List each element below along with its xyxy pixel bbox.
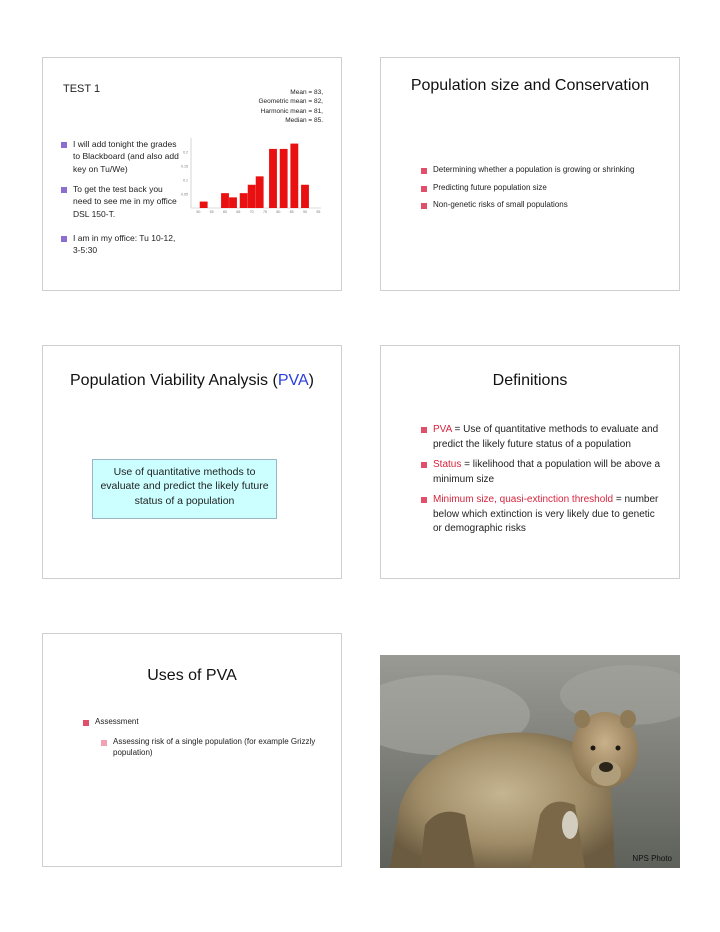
bullet-icon	[421, 427, 427, 433]
list-item	[101, 736, 323, 759]
definition-text: = Use of quantitative methods to evaluate and predict the likely future status of a population	[433, 424, 659, 450]
histogram-bar	[200, 202, 208, 208]
list-item	[83, 716, 323, 728]
slide-title: TEST 1	[63, 83, 101, 95]
list-item	[61, 232, 179, 257]
term-pva: PVA	[433, 424, 452, 435]
histogram-bar	[221, 193, 229, 208]
histogram-bar	[290, 144, 298, 208]
title-text: Population Viability Analysis (	[70, 372, 278, 389]
bullet-icon	[61, 236, 67, 242]
definition-text: = number below which extinction is very likely due to genetic or demographic risks	[433, 494, 659, 534]
title-close: )	[308, 372, 314, 389]
list-item	[421, 199, 671, 211]
list-item	[61, 138, 179, 175]
list-item	[421, 182, 671, 194]
histogram-bar	[301, 185, 309, 208]
definition-text: = likelihood that a population will be above a minimum size	[433, 459, 661, 485]
bullet-icon	[61, 142, 67, 148]
x-tick-label: 70	[249, 210, 254, 214]
x-tick-label: 80	[276, 210, 281, 214]
y-tick-label: 0.05	[181, 192, 188, 197]
term-status: Status	[433, 459, 462, 470]
x-tick-label: 55	[209, 210, 214, 214]
slide-uses-of-pva	[42, 633, 342, 867]
bullet-icon	[421, 462, 427, 468]
slide-test-1	[42, 57, 342, 291]
bullet-text: To get the test back you need to see me in my office DSL 150-T.	[73, 183, 177, 219]
test-bullets	[61, 138, 179, 257]
bullet-text: Determining whether a population is growing or shrinking	[433, 165, 635, 174]
y-tick-label: 0.2	[183, 150, 188, 155]
grade-histogram	[175, 134, 327, 220]
x-tick-label: 75	[263, 210, 267, 214]
bullet-icon	[61, 187, 67, 193]
slide-title	[43, 372, 341, 390]
x-tick-label: 65	[236, 210, 241, 214]
term-minimum-size: Minimum size, quasi-extinction threshold	[433, 494, 614, 505]
slide-population-size	[380, 57, 680, 291]
histogram-bar	[229, 197, 237, 208]
x-tick-label: 95	[316, 210, 321, 214]
sub-bullet-text: Assessing risk of a single population (for example Grizzly population)	[113, 736, 316, 758]
uses-bullets	[83, 716, 323, 759]
bullet-text: Assessment	[95, 717, 139, 726]
histogram-bar	[269, 149, 277, 208]
slide-title: Population size and Conservation	[410, 77, 650, 94]
x-tick-label: 90	[303, 210, 307, 214]
conservation-bullets	[421, 164, 671, 211]
histogram-bar	[280, 149, 288, 208]
photo-credit: NPS Photo	[632, 854, 672, 863]
y-tick-label: 0.15	[181, 164, 188, 169]
stat-median: Median = 85.	[285, 117, 323, 125]
bullet-icon	[421, 168, 427, 174]
bullet-text: Predicting future population size	[433, 182, 547, 192]
slide-pva	[42, 345, 342, 579]
stat-harmonic-mean: Harmonic mean = 81,	[260, 107, 323, 115]
title-acronym: PVA	[277, 372, 309, 389]
bullet-icon	[421, 186, 427, 192]
list-item	[421, 493, 661, 537]
histogram-bar	[248, 185, 256, 208]
histogram-bar	[256, 176, 264, 208]
y-tick-label: 0.1	[183, 178, 188, 183]
x-tick-label: 60	[223, 210, 227, 214]
list-item	[421, 423, 661, 452]
stat-mean: Mean = 83,	[290, 89, 323, 96]
sub-bullet-icon	[101, 740, 107, 746]
bullet-text: I am in my office: Tu 10-12, 3-5:30	[73, 232, 176, 256]
bullet-text: Non-genetic risks of small populations	[433, 200, 568, 210]
list-item	[421, 458, 661, 487]
definition-bullets	[421, 423, 661, 537]
slide-grizzly-photo	[380, 655, 680, 868]
slide-definitions	[380, 345, 680, 579]
x-tick-label: 50	[196, 210, 201, 214]
bullet-icon	[83, 720, 89, 726]
x-tick-label: 85	[289, 210, 294, 214]
list-item	[61, 183, 179, 220]
bullet-icon	[421, 497, 427, 503]
list-item	[421, 164, 671, 176]
slide-title: Definitions	[492, 372, 568, 389]
bullet-text: I will add tonight the grades to Blackboard (and also add key on Tu/We)	[73, 139, 179, 174]
grizzly-bear-photo	[380, 655, 680, 868]
test-stats	[259, 88, 324, 126]
stat-geometric-mean: Geometric mean = 82,	[258, 98, 323, 106]
pva-definition-box: Use of quantitative methods to evaluate and predict the likely future status of a population	[92, 459, 277, 519]
histogram-bar	[240, 193, 248, 208]
bullet-icon	[421, 203, 427, 209]
slide-title: Uses of PVA	[147, 667, 237, 684]
